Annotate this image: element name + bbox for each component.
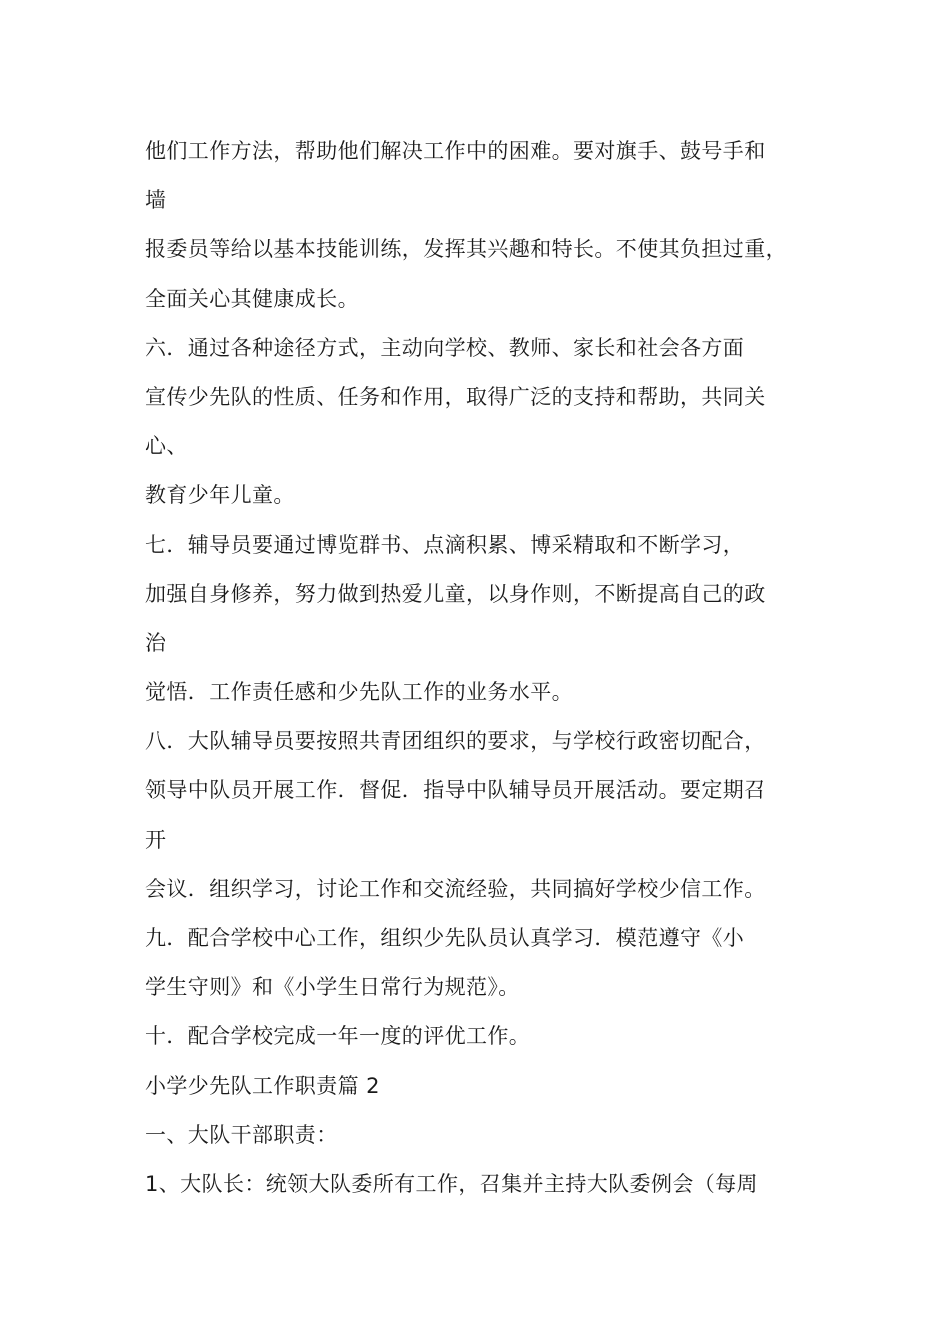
text-line: 加强自身修养，努力做到热爱儿童，以身作则，不断提高自己的政	[145, 581, 766, 606]
text-line: 墙	[145, 188, 167, 213]
section-heading-6: 六．通过各种途径方式，主动向学校、教师、家长和社会各方面	[145, 335, 745, 360]
text-line: 学生守则》和《小学生日常行为规范》。	[145, 975, 520, 1000]
document-body	[145, 127, 825, 1209]
text-line: 他们工作方法，帮助他们解决工作中的困难。要对旗手、鼓号手和	[145, 139, 766, 163]
text-line: 全面关心其健康成长。	[145, 286, 359, 311]
text-line: 觉悟．工作责任感和少先队工作的业务水平。	[145, 680, 573, 705]
section-heading-10: 十．配合学校完成一年一度的评优工作。	[145, 1024, 531, 1049]
list-item: 1、大队长：统领大队委所有工作，召集并主持大队委例会（每周	[145, 1171, 758, 1196]
text-line: 治	[145, 630, 167, 655]
text-line: 心、	[145, 434, 188, 459]
text-line: 教育少年儿童。	[145, 483, 295, 508]
text-line: 领导中队员开展工作．督促．指导中队辅导员开展活动。要定期召	[145, 778, 766, 803]
text-line: 宣传少先队的性质、任务和作用，取得广泛的支持和帮助，共同关	[145, 384, 766, 409]
subsection-heading: 一、大队干部职责：	[145, 1122, 338, 1147]
text-line: 会议．组织学习，讨论工作和交流经验，共同搞好学校少信工作。	[145, 876, 766, 901]
text-line: 开	[145, 827, 167, 852]
text-line: 报委员等给以基本技能训练，发挥其兴趣和特长。不使其负担过重，	[145, 237, 787, 262]
section-heading-8: 八．大队辅导员要按照共青团组织的要求，与学校行政密切配合，	[145, 729, 766, 754]
article-subtitle: 小学少先队工作职责篇 2	[145, 1073, 380, 1098]
section-heading-9: 九．配合学校中心工作，组织少先队员认真学习．模范遵守《小	[145, 926, 745, 950]
section-heading-7: 七．辅导员要通过博览群书、点滴积累、博采精取和不断学习，	[145, 532, 745, 557]
